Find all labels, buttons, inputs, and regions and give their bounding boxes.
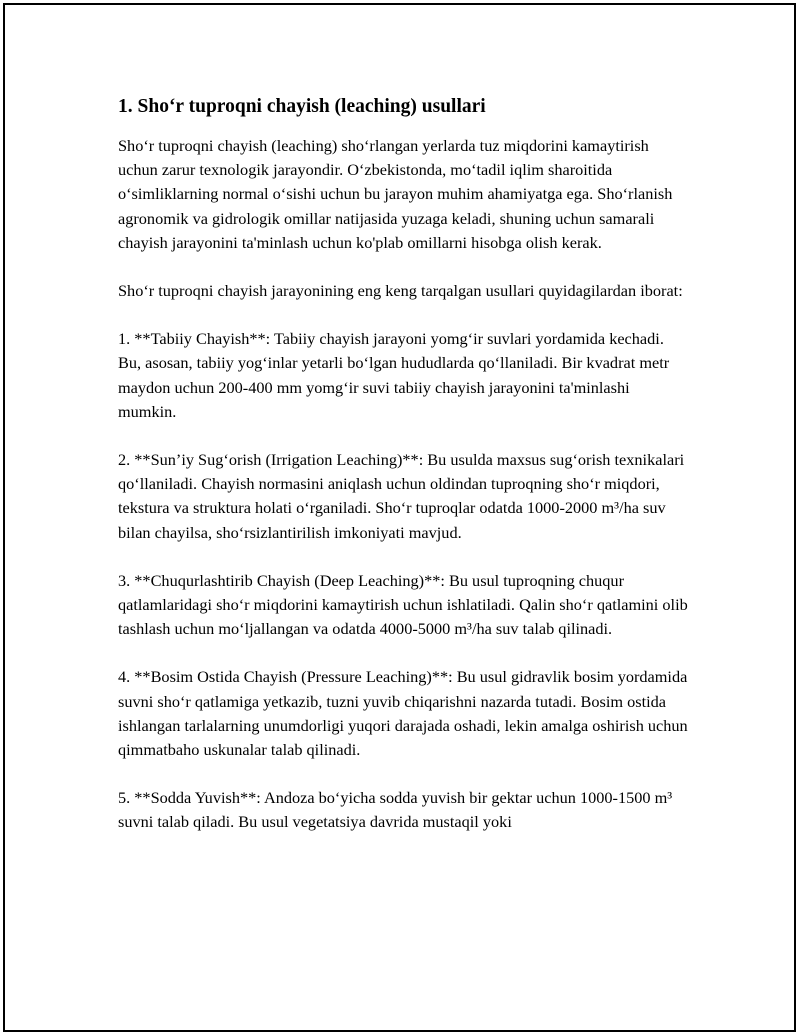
method-simple-washing: 5. **Sodda Yuvish**: Andoza bo‘yicha sodda yuvish bir gektar uchun 1000-1500 m³ suvni talab qiladi. Bu usul vegetatsiya davrida mustaqil yoki <box>118 788 673 832</box>
intro-paragraph: Sho‘r tuproqni chayish (leaching) sho‘rlangan yerlarda tuz miqdorini kamaytirish uchun zarur texnologik jarayondir. O‘zbekistonda, mo‘tadil iqlim sharoitida o‘simliklarning normal o‘sishi uchun bu jarayon muhim ahamiyatga ega. Sho‘rlanish agronomik va gidrologik omillar natijasida yuzaga keladi, shuning uchun samarali chayish jarayonini ta'minlash uchun ko'plab omillarni hisobga olish kerak. <box>118 136 673 252</box>
method-natural-leaching: 1. **Tabiiy Chayish**: Tabiiy chayish jarayoni yomg‘ir suvlari yordamida kechadi. Bu, asosan, tabiiy yog‘inlar yetarli bo‘lgan hududlarda qo‘llaniladi. Bir kvadrat metr maydon uchun 200-400 mm yomg‘ir suvi tabiiy chayish jarayonini ta'minlashi mumkin. <box>118 329 670 421</box>
methods-intro-paragraph: Sho‘r tuproqni chayish jarayonining eng keng tarqalgan usullari quyidagilardan iborat: <box>118 281 683 301</box>
method-deep-leaching: 3. **Chuqurlashtirib Chayish (Deep Leaching)**: Bu usul tuproqning chuqur qatlamlaridagi sho‘r miqdorini kamaytirish uchun ishlatiladi. Qalin sho‘r qatlamini olib tashlash uchun mo‘ljallangan va odatda 4000-5000 m³/ha suv talab qilinadi. <box>118 570 688 639</box>
document-body <box>118 93 688 859</box>
method-pressure-leaching: 4. **Bosim Ostida Chayish (Pressure Leaching)**: Bu usul gidravlik bosim yordamida suvni sho‘r qatlamiga yetkazib, tuzni yuvib chiqarishni nazarda tutadi. Bosim ostida ishlangan tarlalarning unumdorligi yuqori darajada oshadi, lekin amalga oshirish uchun qimmatbaho uskunalar talab qilinadi. <box>118 667 688 760</box>
method-irrigation-leaching: 2. **Sun’iy Sug‘orish (Irrigation Leaching)**: Bu usulda maxsus sug‘orish texnikalari qo‘llaniladi. Chayish normasini aniqlash uchun oldindan tuproqning sho‘r miqdori, tekstura va struktura holati o‘rganiladi. Sho‘r tuproqlar odatda 1000-2000 m³/ha suv bilan chayilsa, sho‘rsizlantirilish imkoniyati mavjud. <box>118 450 685 542</box>
section-heading: 1. Sho‘r tuproqni chayish (leaching) usullari <box>118 96 486 117</box>
